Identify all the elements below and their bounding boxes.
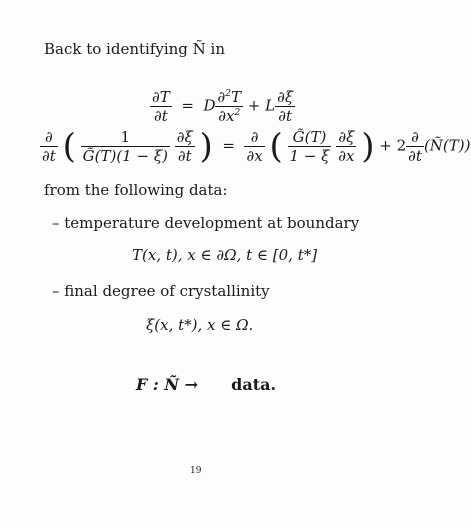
from-data-text: from the following data:	[44, 181, 228, 199]
mapping-lhs: F : Ñ →	[136, 375, 199, 394]
page-number: 19	[190, 466, 202, 476]
bullet-temperature: – temperature development at boundary	[52, 214, 360, 232]
crystallinity-equation: $\frac{\partial}{\partial t}$ ( $\frac{1}{G̃(T)(1 - \xi)}$ $\frac{\partial\xi}{\partial t}$ ) = $\frac{\partial}{\partial x}$ ( $\frac{G̃(T)}{1 - \xi}$ $\frac{\partial\xi}{\partial x}$ ) + 2 $\frac{\partial}{\partial t}$ (Ñ(T))	[42, 126, 471, 167]
boundary-formula: T(x, t), x ∈ ∂Ω, t ∈ [0, t*]	[132, 246, 318, 264]
crystallinity-formula: ξ(x, t*), x ∈ Ω.	[146, 316, 254, 334]
bullet-crystallinity: – final degree of crystallinity	[52, 282, 270, 300]
mapping-rhs: data.	[231, 375, 277, 394]
mapping-statement	[136, 375, 276, 394]
intro-text: Back to identifying Ñ in	[44, 40, 226, 58]
heat-equation: $\frac{\partial T}{\partial t}$ = D $\frac{\partial^2T}{\partial x^2}$ + L $\frac{\partial\xi}{\partial t}$	[152, 88, 294, 125]
